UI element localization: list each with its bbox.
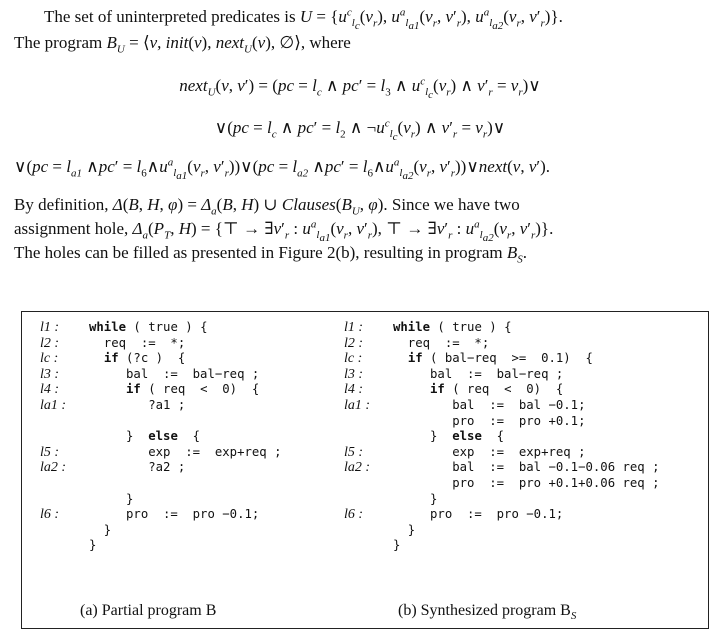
line-label: lc : — [344, 351, 363, 367]
code-text: } else { — [393, 429, 505, 444]
code-line — [344, 382, 660, 398]
code-line — [344, 414, 660, 430]
code-line — [40, 523, 282, 539]
code-text: pro := pro −0.1; — [393, 507, 564, 522]
program-line: The program $B_U$ = ⟨v, init(v), next$_U$(v), ∅⟩, where — [14, 33, 351, 56]
code-line — [40, 476, 282, 492]
code-line — [40, 398, 282, 414]
code-text: req := *; — [89, 335, 186, 350]
code-line — [40, 320, 282, 336]
line-label: lc : — [40, 351, 59, 367]
text: By definition, — [14, 195, 109, 214]
line-label: l1 : — [40, 320, 60, 335]
code-line — [344, 507, 660, 523]
caption-text: (a) Partial program B — [80, 602, 217, 619]
code-line — [40, 367, 282, 383]
code-line — [344, 320, 660, 336]
text: The program — [14, 33, 103, 52]
line-label: l5 : — [40, 444, 60, 460]
code-text: pro := pro −0.1; — [89, 507, 260, 522]
code-text: if ( req < 0) { — [126, 382, 260, 397]
code-text: req := *; — [393, 335, 490, 350]
code-line — [344, 492, 660, 508]
code-line — [344, 367, 660, 383]
code-text: bal := bal −0.1; — [393, 397, 586, 412]
code-line — [40, 382, 282, 398]
code-text: pro := pro +0.1; — [393, 413, 586, 428]
code-text: while ( true ) { — [393, 320, 512, 334]
code-line — [40, 538, 282, 554]
code-line — [344, 429, 660, 445]
code-text: pro := pro +0.1+0.06 req ; — [393, 475, 660, 490]
code-text: } — [393, 522, 416, 537]
line-label: l4 : — [344, 382, 364, 398]
code-line — [344, 336, 660, 352]
code-text: } — [89, 538, 97, 553]
code-line — [40, 429, 282, 445]
text: . Since we have two — [383, 195, 520, 214]
equation-line-3: ∨(pc = $l_{a1}$ ∧pc′ = $l_6\wedge u^a_{l_{a1}}(v_r$, $v'_r))\vee(pc = l_{a2}$ ∧pc′ = $l_6\wedge u^a_{l_{a2}}(v_r$, $v'_r))\vee next(v$, v′). — [14, 156, 551, 183]
line-label: l1 : — [344, 320, 364, 335]
partial-program-code — [40, 320, 282, 554]
right-caption: (b) Synthesized program $B_S$ — [398, 602, 577, 623]
line-label: la2 : — [344, 460, 371, 476]
code-text: ?a2 ; — [89, 460, 186, 475]
code-text: if ( bal−req >= 0.1) { — [407, 351, 593, 366]
line-label: l6 : — [344, 507, 364, 523]
synthesized-program-code — [344, 320, 660, 554]
code-line — [40, 351, 282, 367]
line-label: l3 : — [344, 366, 364, 382]
line-label: l4 : — [40, 382, 60, 398]
code-line — [344, 398, 660, 414]
code-line — [344, 460, 660, 476]
code-line — [40, 414, 282, 430]
code-text: while ( true ) { — [89, 320, 208, 334]
code-line — [344, 445, 660, 461]
code-line — [40, 492, 282, 508]
intro-paragraph: The set of uninterpreted predicates is $U = \{u^c_{l_c}(v_r)$, $u^a_{l_{a1}}(v_r$, $v'_r$), $u^a_{l_{a2}}(v_r$, $v'_r$)}. — [44, 6, 563, 33]
line-label: l2 : — [40, 335, 60, 351]
line-label: la1 : — [40, 397, 67, 413]
code-text: if (?c ) { — [103, 351, 186, 366]
code-text: } — [89, 491, 134, 506]
text: The holes can be filled as presented in Figure 2(b), resulting in program — [14, 243, 503, 262]
code-text: } — [393, 491, 438, 506]
code-text: } — [393, 538, 401, 553]
code-text: bal := bal−req ; — [393, 366, 564, 381]
code-text: if ( req < 0) { — [430, 382, 564, 397]
equation-line-2: ∨(pc = $l_c$ ∧ $pc' = l_2$ ∧ $\neg u^c_{l_c}(v_r)$ ∧ $v'_r$ = $v_r)\vee$ — [214, 117, 506, 144]
code-text: bal := bal −0.1−0.06 req ; — [393, 460, 660, 475]
text: The set of uninterpreted predicates is — [44, 7, 296, 26]
code-line — [40, 445, 282, 461]
code-line — [344, 476, 660, 492]
text: , where — [300, 33, 351, 52]
line-label: l3 : — [40, 366, 60, 382]
left-caption — [80, 602, 216, 620]
caption-text: (b) Synthesized program B — [398, 602, 571, 619]
text: assignment hole, — [14, 219, 129, 238]
code-text: } else { — [89, 429, 201, 444]
code-text: bal := bal−req ; — [89, 366, 260, 381]
code-line — [40, 507, 282, 523]
code-line — [40, 460, 282, 476]
equation-line-1: next$_U$(v, $v') = (pc = l_c$ ∧ $pc' = l_3$ ∧ $u^c_{l_c}(v_r)$ ∧ $v'_r$ = $v_r)\vee$ — [179, 75, 541, 102]
figure-frame — [21, 311, 709, 629]
line-label: l5 : — [344, 444, 364, 460]
line-label: la2 : — [40, 460, 67, 476]
line-label: l2 : — [344, 335, 364, 351]
code-text: } — [89, 522, 112, 537]
code-text: exp := exp+req ; — [89, 444, 282, 459]
line-label: l6 : — [40, 507, 60, 523]
code-line — [40, 336, 282, 352]
code-line — [344, 523, 660, 539]
code-text: exp := exp+req ; — [393, 444, 586, 459]
line-label: la1 : — [344, 397, 371, 413]
definition-paragraph: By definition, Δ(B, H, $\varphi) = \Delta_a(B$, H) ∪ $Clauses(B_U$, φ). Since we have two assignment hole, $\Delta_a(P_T$, H) = {⊤ → $\exists v'_r$ : $u^a_{l_{a1}}(v_r$, $v'_r$), ⊤ → $\exists v'_r$ : $u^a_{l_{a2}}(v_r$, $v'_r$)}. The holes can be filled as presented in Figure 2(b), resulting in program $B_S$. — [14, 195, 554, 266]
code-line — [344, 538, 660, 554]
code-line — [344, 351, 660, 367]
code-text: ?a1 ; — [89, 397, 186, 412]
